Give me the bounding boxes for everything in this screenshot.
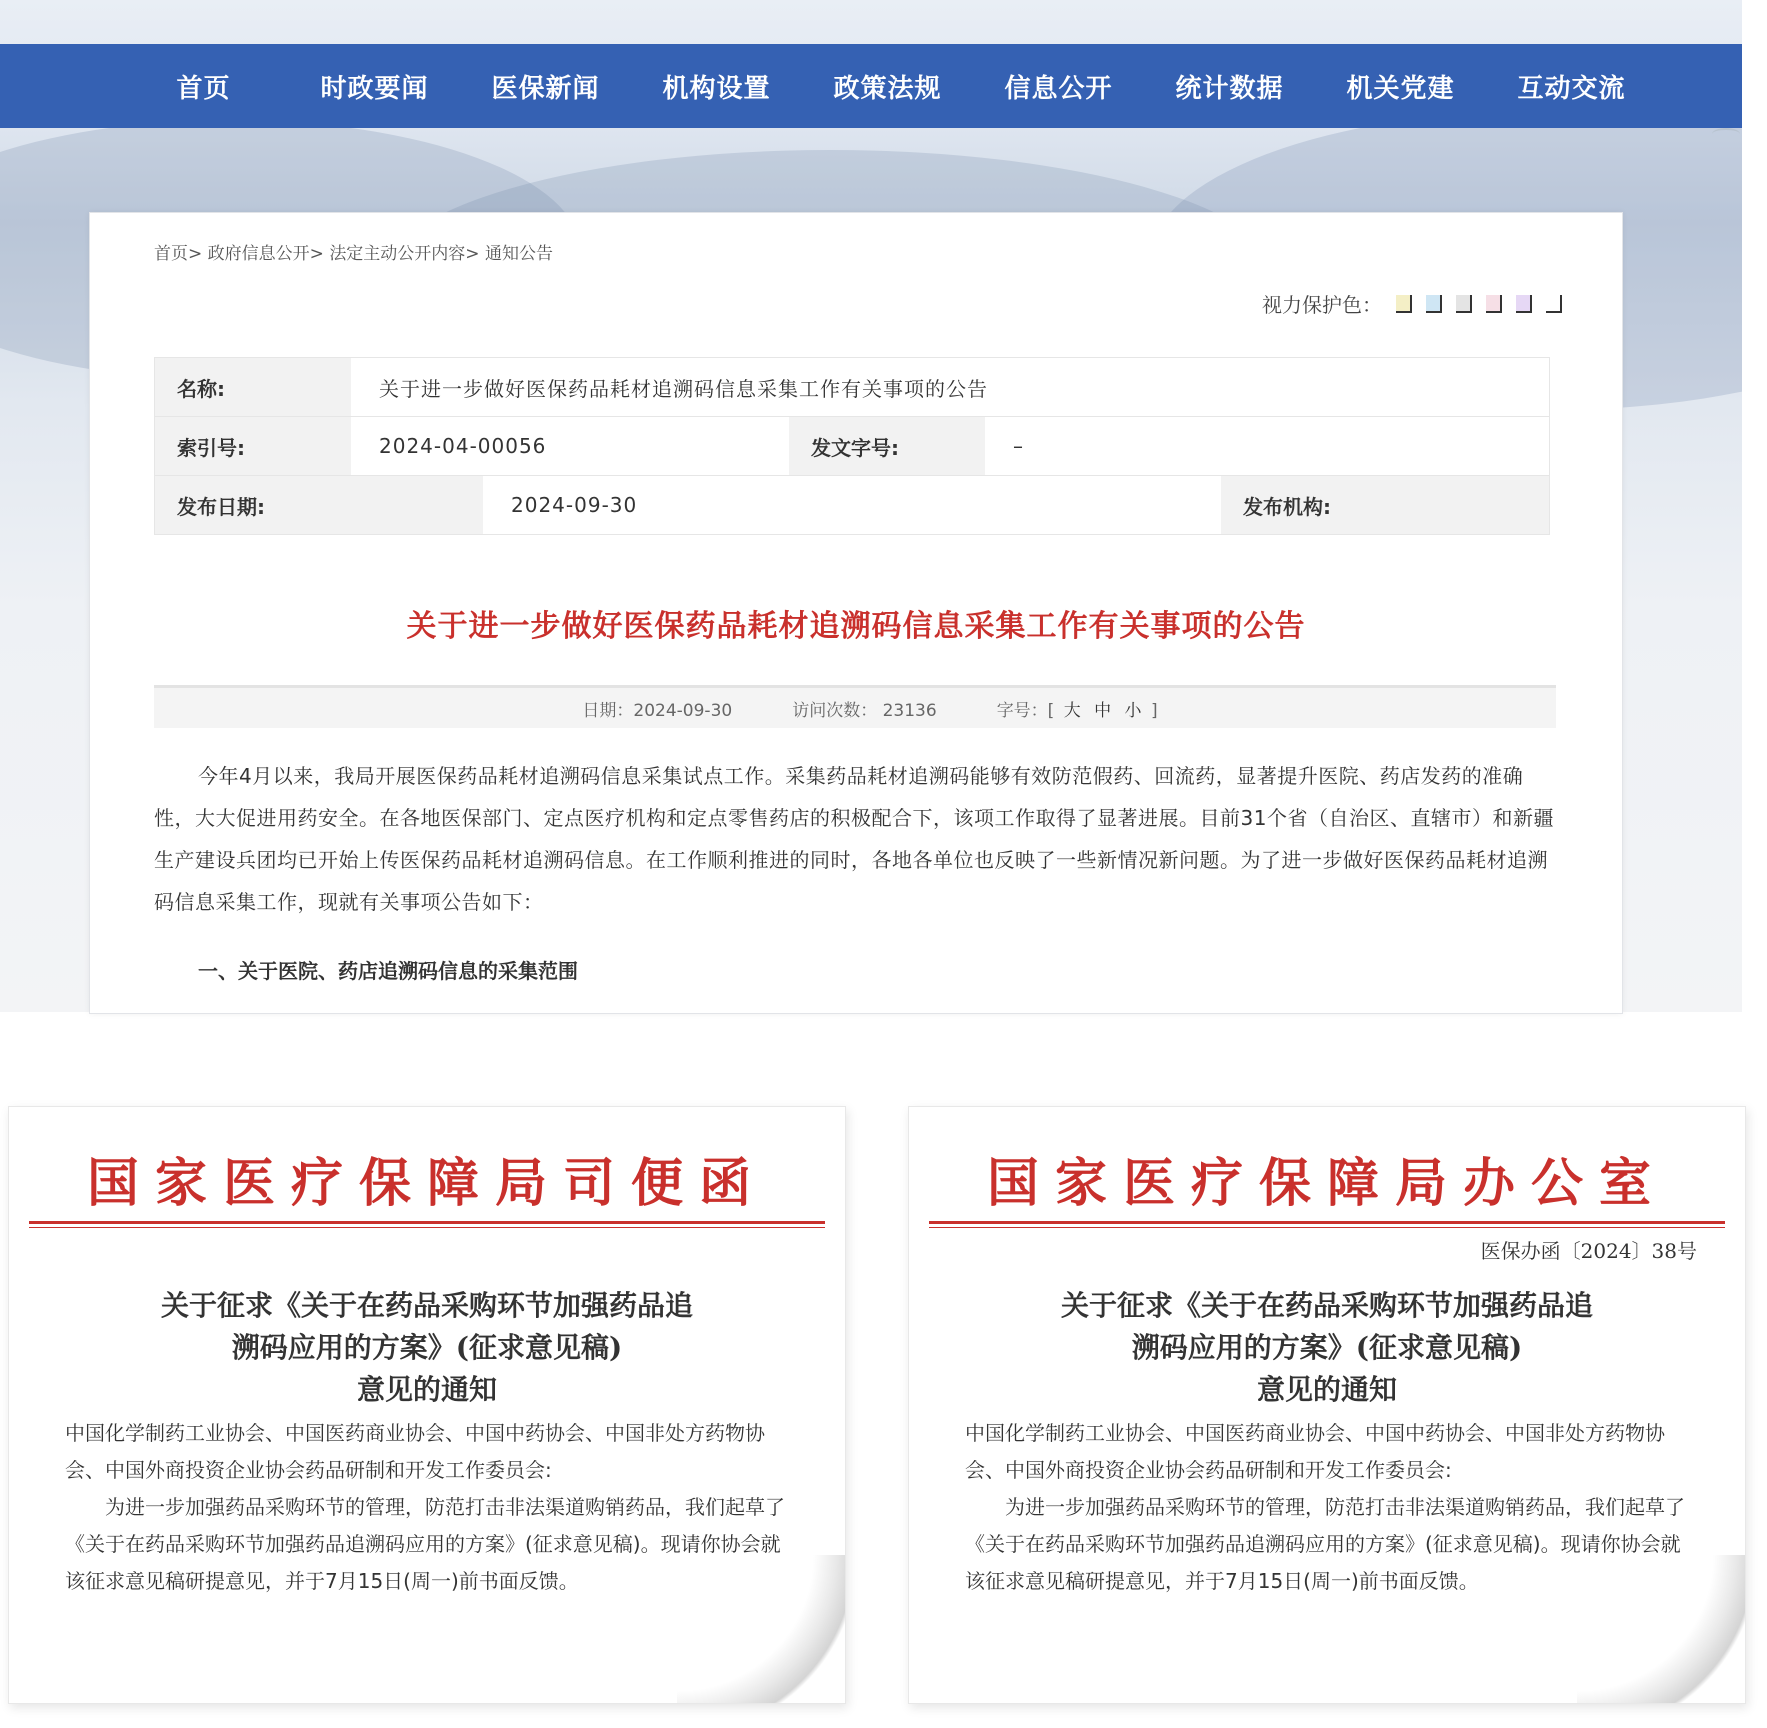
red-divider xyxy=(29,1221,825,1224)
docno-label: 发文字号: xyxy=(789,417,985,475)
breadcrumb-notices[interactable]: 通知公告 xyxy=(484,244,553,264)
nav-item-disclosure[interactable]: 信息公开 xyxy=(1004,73,1113,104)
main-nav xyxy=(0,44,1742,128)
document-header: 国家医疗保障局司便函 xyxy=(86,1153,767,1214)
font-size-medium-button[interactable]: 中 xyxy=(1094,700,1112,721)
document-number: 医保办函〔2024〕38号 xyxy=(1480,1239,1697,1263)
article-meta-bar xyxy=(154,685,1556,728)
info-row-name xyxy=(155,358,1549,417)
font-size-suffix: ] xyxy=(1150,700,1158,721)
nav-item-interaction[interactable]: 互动交流 xyxy=(1517,73,1626,104)
red-divider xyxy=(929,1221,1725,1224)
font-size-prefix: 字号：[ xyxy=(996,700,1055,721)
article-title: 关于进一步做好医保药品耗材追溯码信息采集工作有关事项的公告 xyxy=(406,609,1306,644)
date-value: 2024-09-30 xyxy=(483,476,1221,534)
document-title-line: 溯码应用的方案》(征求意见稿) xyxy=(1131,1331,1523,1364)
document-paragraph: 为进一步加强药品采购环节的管理，防范打击非法渠道购销药品，我们起草了《关于在药品采购环节加强药品追溯码应用的方案》(征求意见稿)。现请你协会就该征求意见稿研提意见，并于7月15日(周一)前书面反馈。 xyxy=(65,1495,785,1593)
index-label: 索引号: xyxy=(155,417,351,475)
vision-protection-colors xyxy=(1262,289,1562,318)
color-swatch-yellow[interactable] xyxy=(1396,295,1412,313)
info-row-date xyxy=(155,476,1549,534)
nav-item-organization[interactable]: 机构设置 xyxy=(662,73,771,104)
nav-item-politics[interactable]: 时政要闻 xyxy=(320,73,429,104)
info-row-index xyxy=(155,417,1549,476)
red-divider-thin xyxy=(29,1227,825,1228)
breadcrumb xyxy=(154,239,553,264)
red-divider-thin xyxy=(929,1227,1725,1228)
article-body: 今年4月以来，我局开展医保药品耗材追溯码信息采集试点工作。采集药品耗材追溯码能够有效防范假药、回流药，显著提升医院、药店发药的准确性，大大促进用药安全。在各地医保部门、定点医疗机构和定点零售药店的积极配合下，该项工作取得了显著进展。目前31个省（自治区、直辖市）和新疆生产建设兵团均已开始上传医保药品耗材追溯码信息。在工作顺利推进的同时，各地各单位也反映了一些新情况新问题。为了进一步做好医保药品耗材追溯码信息采集工作，现就有关事项公告如下： xyxy=(154,764,1554,914)
index-value: 2024-04-00056 xyxy=(351,417,789,475)
document-paragraph: 为进一步加强药品采购环节的管理，防范打击非法渠道购销药品，我们起草了《关于在药品采购环节加强药品追溯码应用的方案》(征求意见稿)。现请你协会就该征求意见稿研提意见，并于7月15日(周一)前书面反馈。 xyxy=(965,1495,1685,1593)
font-size-small-button[interactable]: 小 xyxy=(1124,700,1142,721)
breadcrumb-gov-info[interactable]: 政府信息公开> xyxy=(207,244,324,264)
nav-item-party[interactable]: 机关党建 xyxy=(1346,73,1455,104)
nav-item-home[interactable]: 首页 xyxy=(176,73,231,104)
document-title-line: 意见的通知 xyxy=(1256,1373,1397,1406)
date-label: 发布日期: xyxy=(155,476,483,534)
name-value: 关于进一步做好医保药品耗材追溯码信息采集工作有关事项的公告 xyxy=(351,358,1549,416)
docno-value: – xyxy=(985,417,1549,475)
font-size-large-button[interactable]: 大 xyxy=(1063,700,1081,721)
document-image-left xyxy=(8,1106,846,1704)
color-swatch-purple[interactable] xyxy=(1516,295,1532,313)
document-body xyxy=(65,1415,795,1600)
document-title-line: 意见的通知 xyxy=(356,1373,497,1406)
breadcrumb-statutory[interactable]: 法定主动公开内容> xyxy=(329,244,480,264)
color-swatch-white[interactable] xyxy=(1546,295,1562,313)
org-label: 发布机构: xyxy=(1221,476,1549,534)
color-swatch-pink[interactable] xyxy=(1486,295,1502,313)
info-table xyxy=(154,357,1550,535)
document-addressee: 中国化学制药工业协会、中国医药商业协会、中国中药协会、中国非处方药物协会、中国外商投资企业协会药品研制和开发工作委员会: xyxy=(965,1421,1665,1482)
document-header: 国家医疗保障局办公室 xyxy=(986,1153,1667,1214)
meta-visits: 访问次数： 23136 xyxy=(792,700,937,721)
color-swatch-gray[interactable] xyxy=(1456,295,1472,313)
document-body xyxy=(965,1415,1695,1600)
document-title-line: 溯码应用的方案》(征求意见稿) xyxy=(231,1331,623,1364)
name-label: 名称: xyxy=(155,358,351,416)
section-heading: 一、关于医院、药店追溯码信息的采集范围 xyxy=(198,959,578,983)
meta-date: 日期：2024-09-30 xyxy=(582,700,733,721)
document-title xyxy=(9,1285,845,1411)
nav-item-statistics[interactable]: 统计数据 xyxy=(1175,73,1284,104)
article-card xyxy=(89,212,1623,1014)
document-image-right xyxy=(908,1106,1746,1704)
nav-item-news[interactable]: 医保新闻 xyxy=(491,73,600,104)
document-title xyxy=(909,1285,1745,1411)
breadcrumb-home[interactable]: 首页> xyxy=(154,244,203,264)
document-addressee: 中国化学制药工业协会、中国医药商业协会、中国中药协会、中国非处方药物协会、中国外商投资企业协会药品研制和开发工作委员会: xyxy=(65,1421,765,1482)
bird-decoration-icon xyxy=(1712,128,1740,140)
meta-font-size xyxy=(997,696,1158,721)
color-swatch-blue[interactable] xyxy=(1426,295,1442,313)
vision-label: 视力保护色： xyxy=(1262,293,1382,317)
document-title-line: 关于征求《关于在药品采购环节加强药品追 xyxy=(1060,1289,1593,1322)
nav-item-policy[interactable]: 政策法规 xyxy=(833,73,942,104)
document-title-line: 关于征求《关于在药品采购环节加强药品追 xyxy=(160,1289,693,1322)
